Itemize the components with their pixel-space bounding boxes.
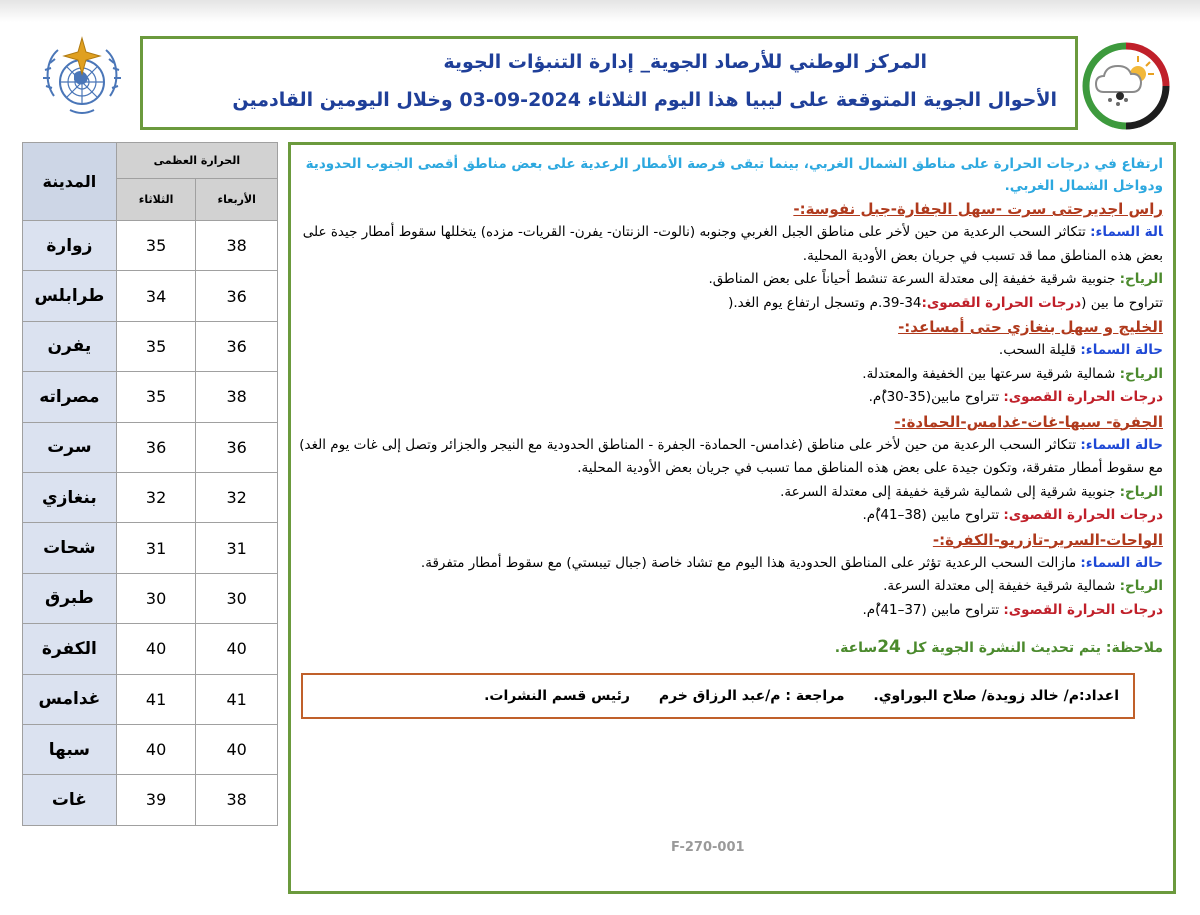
city-name: شحات: [23, 523, 117, 573]
temp-day1: 40: [116, 724, 196, 774]
city-name: بنغازي: [23, 472, 117, 522]
wmo-emblem-icon: [36, 34, 128, 126]
city-name: الكفرة: [23, 624, 117, 674]
region-2-title: الخليج و سهل بنغازي حتى أمساعد:-: [898, 318, 1163, 336]
table-row: [23, 775, 278, 825]
temp-day1: 30: [116, 573, 196, 623]
temp-day2: 40: [196, 624, 278, 674]
table-row: [23, 674, 278, 724]
temp-text: 34-39.م وتسجل ارتفاع يوم الغد.(: [728, 294, 922, 311]
day1-header: الثلاثاء: [116, 179, 196, 221]
sky-text: قليلة السحب.: [998, 342, 1077, 358]
table-row: [23, 624, 278, 674]
sky-label: ﺎلة السماء:: [1090, 224, 1163, 240]
city-name: طبرق: [23, 573, 117, 623]
city-name: غات: [23, 775, 117, 825]
region-4-sky: [299, 552, 1163, 576]
max-temp-header: الحرارة العظمى: [116, 143, 277, 179]
temp-day1: 39: [116, 775, 196, 825]
temp-day1: 34: [116, 271, 196, 321]
head-of-section: رئيس قسم النشرات.: [484, 687, 630, 704]
note-hours: 24: [877, 637, 901, 657]
temperature-table: [22, 142, 278, 826]
header-title: المركز الوطني للأرصاد الجوية_ إدارة التنبؤات الجوية: [443, 51, 927, 73]
temp-day1: 35: [116, 372, 196, 422]
header-subtitle: الأحوال الجوية المتوقعة على ليبيا هذا اليوم الثلاثاء 2024-09-03 وخلال اليومين القادمين: [232, 89, 1057, 111]
temp-text: تتراوح مابين (38–41)ْم.: [862, 507, 1000, 523]
region-3-sky: [299, 434, 1163, 481]
wind-label: الرياح:: [1119, 578, 1163, 594]
temp-day2: 36: [196, 321, 278, 371]
day2-header: الأربعاء: [196, 179, 278, 221]
temp-day2: 36: [196, 422, 278, 472]
region-1-sky: [299, 221, 1163, 268]
city-name: يفرن: [23, 321, 117, 371]
temp-day2: 38: [196, 372, 278, 422]
sky-label: حالة السماء:: [1080, 554, 1163, 571]
sky-text: مازالت السحب الرعدية تؤثر على المناطق الحدودية هذا اليوم مع تشاد خاصة (جبال تيبستي) مع سقوط أمطار متفرقة.: [420, 554, 1077, 571]
temp-day2: 30: [196, 573, 278, 623]
table-row: [23, 271, 278, 321]
temp-label: درجات الحرارة القصوى:: [1003, 389, 1163, 405]
sky-label: حالة السماء:: [1080, 436, 1163, 453]
forecast-panel: [288, 142, 1176, 894]
top-strip: [0, 0, 1200, 22]
wind-text: جنوبية شرقية إلى شمالية شرقية خفيفة إلى معتدلة السرعة.: [780, 483, 1116, 500]
sky-label: حالة السماء:: [1080, 342, 1163, 358]
table-row: [23, 221, 278, 271]
form-code: F-270-001: [671, 839, 745, 855]
temp-day2: 41: [196, 674, 278, 724]
city-name: زوارة: [23, 221, 117, 271]
temp-day2: 36: [196, 271, 278, 321]
table-row: [23, 724, 278, 774]
region-2-wind: [299, 363, 1163, 387]
sky-text: تتكاثر السحب الرعدية من حين لأخر على مناطق (غدامس- الحمادة- الجفرة - المناطق الحدودية مع النيجر والجزائر وتصل إلى غات يوم الغد) مع سقوط أمطار متفرقة، وتكون جيدة على بعض هذه المناطق مما تسبب في جريان بعض الأودية المحلية.: [299, 436, 1163, 476]
temp-day2: 31: [196, 523, 278, 573]
region-4-wind: [299, 575, 1163, 599]
temp-day2: 40: [196, 724, 278, 774]
note-text: ملاحظة: يتم تحديث النشرة الجوية كل: [900, 640, 1163, 656]
city-name: طرابلس: [23, 271, 117, 321]
region-3-wind: [299, 481, 1163, 505]
city-column-header: المدينة: [23, 143, 117, 221]
temp-label: درجات الحرارة القصوى:: [1003, 507, 1163, 523]
temp-day1: 35: [116, 221, 196, 271]
wind-label: الرياح:: [1119, 365, 1163, 382]
region-4-temp: [299, 599, 1163, 623]
temp-label: درجات الحرارة القصوى:: [921, 294, 1082, 311]
wind-label: الرياح:: [1119, 271, 1163, 287]
region-1-temp: [299, 292, 1163, 316]
reviewed-by: مراجعة : م/عبد الرزاق خرم: [658, 687, 845, 704]
temp-day1: 41: [116, 674, 196, 724]
region-3-temp: [299, 504, 1163, 528]
temp-label: درجات الحرارة القصوى:: [1003, 601, 1163, 618]
table-row: [23, 523, 278, 573]
wind-text: شمالية شرقية سرعتها بين الخفيفة والمعتدلة.: [862, 365, 1116, 382]
wind-text: شمالية شرقية خفيفة إلى معتدلة السرعة.: [883, 578, 1116, 594]
table-row: [23, 372, 278, 422]
temp-day2: 32: [196, 472, 278, 522]
temp-text: تتراوح مابين (37–41)ْم.: [862, 601, 1000, 618]
temp-day2: 38: [196, 775, 278, 825]
wind-text: جنوبية شرقية خفيفة إلى معتدلة السرعة تنشط أحياناً على بعض المناطق.: [708, 271, 1116, 287]
temp-day1: 40: [116, 624, 196, 674]
temp-day1: 32: [116, 472, 196, 522]
temp-day1: 31: [116, 523, 196, 573]
region-4-title: الواحات-السرير-تازربو-الكفرة:-: [932, 530, 1163, 549]
temp-day1: 35: [116, 321, 196, 371]
sky-text: تتكاثر السحب الرعدية من حين لأخر على مناطق الجبل الغربي وجنوبه (نالوت- الزنتان- يفرن- القريات- مزده) يتخللها سقوط أمطار جيدة على بعض هذه المناطق مما قد تسبب في جريان بعض الأودية المحلية.: [302, 224, 1163, 264]
update-note: [299, 636, 1163, 661]
region-1-title: راس اجديرحتى سرت -سهل الجفارة-جبل نفوسة:-: [793, 200, 1163, 218]
table-row: [23, 422, 278, 472]
prepared-by: اعداد:م/ خالد زويدة/ صلاح البوراوي.: [873, 687, 1119, 704]
city-name: سرت: [23, 422, 117, 472]
temp-text: تتراوح مابين(35-30)ْم.: [868, 389, 1000, 405]
city-name: سبها: [23, 724, 117, 774]
header-box: [140, 36, 1078, 130]
temp-day2: 38: [196, 221, 278, 271]
credits-box: [301, 673, 1135, 719]
temp-day1: 36: [116, 422, 196, 472]
temp-pre-text: تتراوح ما بين (: [1081, 294, 1163, 311]
wind-label: الرياح:: [1119, 483, 1163, 500]
weather-center-logo-icon: [1080, 40, 1172, 132]
table-row: [23, 321, 278, 371]
city-name: مصراته: [23, 372, 117, 422]
note-suffix: ساعة.: [834, 640, 878, 656]
region-3-title: الجفرة- سبها-غات-غدامس-الحمادة:-: [894, 412, 1163, 431]
table-row: [23, 472, 278, 522]
forecast-intro: ارتفاع في درجات الحرارة على مناطق الشمال الغربي، بينما تبقى فرصة الأمطار الرعدية على بعض مناطق أقصى الجنوب الحدودية ودواخل الشمال الغربي.: [305, 156, 1163, 194]
city-name: غدامس: [23, 674, 117, 724]
region-2-sky: [299, 339, 1163, 363]
table-row: [23, 573, 278, 623]
region-2-temp: [299, 386, 1163, 410]
region-1-wind: [299, 268, 1163, 292]
